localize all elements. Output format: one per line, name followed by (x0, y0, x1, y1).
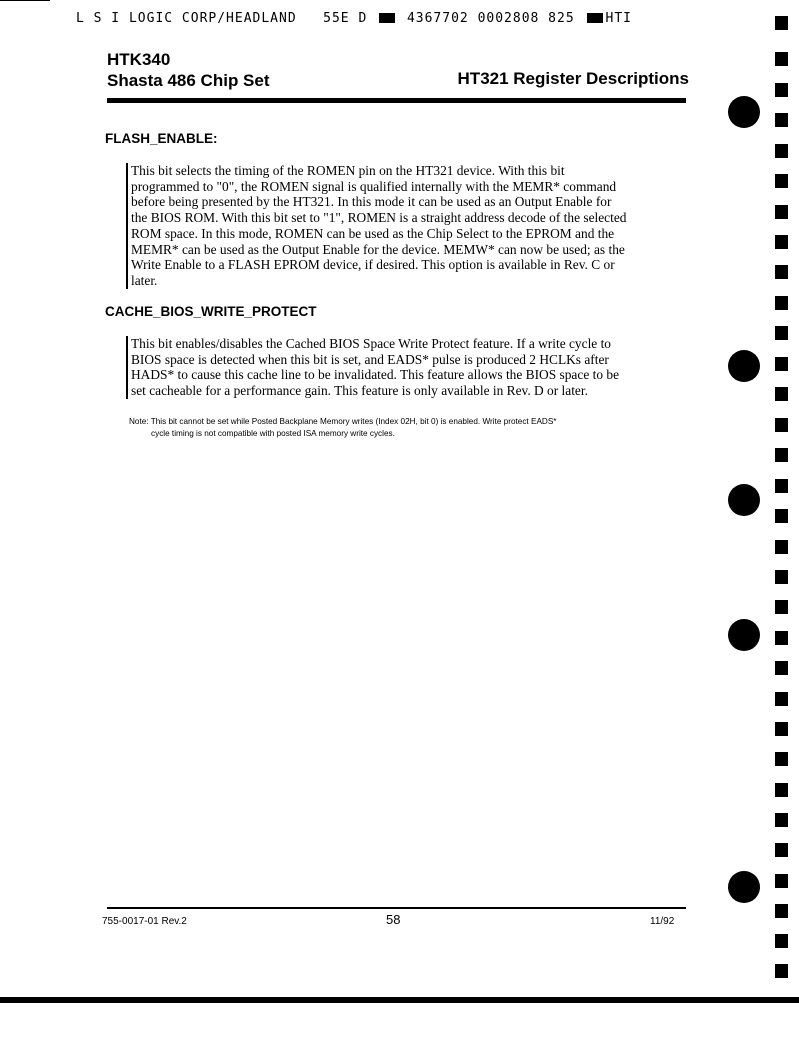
edge-tab-mark-icon (775, 631, 788, 645)
product-title: HTK340 (107, 50, 171, 69)
top-edge-rule (0, 0, 50, 1)
edge-tab-mark-icon (775, 144, 788, 158)
edge-tab-mark-icon (775, 83, 788, 97)
scan-header-code: 55E D (323, 11, 368, 26)
paragraph-line: Write Enable to a FLASH EPROM device, if desired. This option is available in Rev. C or (131, 257, 615, 273)
bottom-scan-band (0, 997, 799, 1003)
header-rule (107, 98, 686, 103)
scan-header-company: L S I LOGIC CORP/HEADLAND (76, 11, 297, 26)
edge-tab-mark-icon (775, 874, 788, 888)
edge-tab-mark-icon (775, 813, 788, 827)
footer-rule (107, 907, 686, 909)
paragraph-line: the BIOS ROM. With this bit set to "1", ROMEN is a straight address decode of the selected (131, 210, 627, 226)
edge-tab-mark-icon (775, 509, 788, 523)
edge-tab-mark-icon (775, 904, 788, 918)
note-line: cycle timing is not compatible with posted ISA memory write cycles. (151, 429, 395, 438)
edge-tab-mark-icon (775, 843, 788, 857)
paragraph-line: set cacheable for a performance gain. This feature is only available in Rev. D or later. (131, 383, 588, 399)
redaction-block-mark (379, 13, 395, 23)
edge-tab-mark-icon (775, 964, 788, 978)
edge-tab-mark-icon (775, 661, 788, 675)
edge-tab-mark-icon (775, 205, 788, 219)
edge-tab-mark-icon (775, 600, 788, 614)
edge-tab-mark-icon (775, 113, 788, 127)
edge-tab-mark-icon (775, 479, 788, 493)
product-subtitle: Shasta 486 Chip Set (107, 71, 270, 90)
edge-tab-mark-icon (775, 326, 788, 340)
footer-page-number: 58 (386, 912, 401, 927)
note-line: Note: This bit cannot be set while Posted Backplane Memory writes (Index 02H, bit 0) is enabled. Write protect EADS* (129, 417, 557, 426)
edge-tab-mark-icon (775, 387, 788, 401)
paragraph-line: before being presented by the HT321. In this mode it can be used as an Output Enable for (131, 194, 612, 210)
footer-doc-number: 755-0017-01 Rev.2 (102, 916, 187, 927)
paragraph-line: ROM space. In this mode, ROMEN can be used as the Chip Select to the EPROM and the (131, 225, 615, 241)
edge-tab-mark-icon (775, 540, 788, 554)
edge-tab-mark-icon (775, 934, 788, 948)
page-header-left (107, 49, 270, 91)
redaction-block-mark (587, 13, 603, 23)
edge-tab-mark-icon (775, 52, 788, 66)
edge-tab-mark-icon (775, 357, 788, 371)
paragraph-line: later. (131, 272, 158, 288)
cache-bios-write-protect-title: CACHE_BIOS_WRITE_PROTECT (105, 304, 317, 319)
binder-hole-icon (728, 484, 760, 516)
scan-header-tail: HTI (605, 11, 632, 26)
section-heading: HT321 Register Descriptions (457, 69, 689, 88)
paragraph-line: HADS* to cause this cache line to be invalidated. This feature allows the BIOS space to be (131, 367, 620, 383)
scan-header-number: 4367702 0002808 825 (406, 11, 575, 26)
paragraph-line: MEMR* can be used as the Output Enable for the device. MEMW* can now be used; as the (131, 241, 625, 257)
binder-hole-icon (728, 96, 760, 128)
binder-hole-icon (728, 619, 760, 651)
edge-tab-mark-icon (775, 570, 788, 584)
edge-tab-mark-icon (775, 692, 788, 706)
edge-tab-mark-icon (775, 783, 788, 797)
binder-hole-icon (728, 871, 760, 903)
edge-tab-mark-icon (775, 296, 788, 310)
cache-bios-description (126, 336, 691, 399)
paragraph-line: programmed to "0", the ROMEN signal is qualified internally with the MEMR* command (131, 178, 617, 194)
binder-hole-icon (728, 350, 760, 382)
flash-enable-title: FLASH_ENABLE: (105, 131, 218, 146)
paragraph-line: This bit enables/disables the Cached BIOS Space Write Protect feature. If a write cycle to (131, 336, 611, 351)
flash-enable-description (126, 163, 691, 289)
note (129, 416, 689, 440)
edge-tab-mark-icon (775, 174, 788, 188)
edge-tab-mark-icon (775, 722, 788, 736)
edge-tab-mark-icon (775, 448, 788, 462)
edge-tab-mark-icon (775, 235, 788, 249)
paragraph-line: This bit selects the timing of the ROMEN pin on the HT321 device. With this bit (131, 163, 565, 178)
footer-date: 11/92 (650, 916, 675, 927)
edge-tab-mark-icon (775, 16, 788, 30)
edge-tab-mark-icon (775, 418, 788, 432)
edge-tab-mark-icon (775, 752, 788, 766)
scan-header-stamp (76, 11, 716, 26)
paragraph-line: BIOS space is detected when this bit is set, and EADS* pulse is produced 2 HCLKs after (131, 351, 609, 367)
edge-tab-mark-icon (775, 265, 788, 279)
